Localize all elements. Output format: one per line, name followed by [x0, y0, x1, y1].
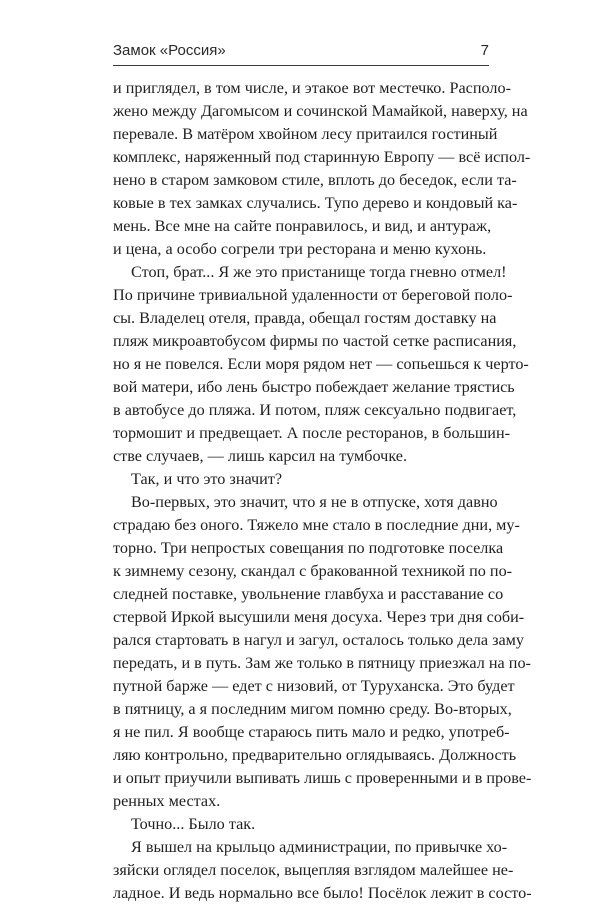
text-line: Стоп, брат... Я же это пристанище тогда гневно отмел!: [131, 263, 507, 281]
text-line: нено в старом замковом стиле, вплоть до беседок, если та-: [113, 171, 517, 189]
text-line: сы. Владелец отеля, правда, обещал гостям доставку на: [113, 309, 497, 327]
text-line: ковые в тех замках случались. Тупо дерево и кондовый ка-: [113, 194, 518, 212]
text-line: Во-первых, это значит, что я не в отпуске, хотя давно: [131, 493, 498, 511]
text-line: следней поставке, увольнение главбуха и расставание со: [113, 585, 504, 603]
text-line: ляю контрольно, предварительно оглядываясь. Должность: [113, 746, 517, 764]
text-line: пляж микроавтобусом фирмы по частой сетке расписания,: [113, 332, 517, 350]
running-title: Замок «Россия»: [113, 42, 226, 59]
text-line: Я вышел на крыльцо администрации, по привычке хо-: [131, 838, 508, 856]
header-rule: [113, 65, 489, 66]
page-body-text: [113, 77, 532, 905]
text-line: я не пил. Я вообще стараюсь пить мало и редко, употреб-: [113, 723, 510, 741]
text-line: По причине тривиальной удаленности от береговой поло-: [113, 286, 513, 304]
text-line: но я не повелся. Если моря рядом нет — сопьешься к черто-: [113, 355, 529, 373]
text-line: перевале. В матёром хвойном лесу притаился гостиный: [113, 125, 498, 143]
text-line: стервой Иркой высушили меня досуха. Через три дня соби-: [113, 608, 525, 626]
text-line: передать, и в путь. Зам же только в пятницу приезжал на по-: [113, 654, 531, 672]
text-line: и цена, а особо согрели три ресторана и меню кухонь.: [113, 240, 487, 258]
text-line: жено между Дагомысом и сочинской Мамайкой, наверху, на: [113, 102, 528, 120]
text-line: тормошит и предвещает. А после ресторанов, в большин-: [113, 424, 511, 442]
text-line: Точно... Было так.: [131, 815, 256, 833]
text-line: стве случаев, — лишь карсил на тумбочке.: [113, 447, 408, 465]
text-line: зяйски оглядел поселок, выцепляя взглядом малейшее не-: [113, 861, 514, 879]
text-line: путной барже — едет с низовий, от Туруханска. Это будет: [113, 677, 515, 695]
text-line: и опыт приучили выпивать лишь с проверенными и в прове-: [113, 769, 532, 787]
page-number: 7: [480, 42, 489, 59]
text-line: вой матери, ибо лень быстро побеждает желание трястись: [113, 378, 515, 396]
text-line: ладное. И ведь нормально все было! Посёлок лежит в состо-: [113, 884, 532, 902]
text-line: мень. Все мне на сайте понравилось, и вид, и антураж,: [113, 217, 492, 235]
text-line: Так, и что это значит?: [131, 470, 283, 488]
text-line: в автобусе до пляжа. И потом, пляж сексуально подвигает,: [113, 401, 517, 419]
text-line: торно. Три непростых совещания по подготовке поселка: [113, 539, 504, 557]
text-line: рался стартовать в нагул и загул, осталось только дела заму: [113, 631, 525, 649]
text-line: и приглядел, в том числе, и этакое вот местечко. Располо-: [113, 79, 511, 97]
text-line: комплекс, наряженный под старинную Европу — всё испол-: [113, 148, 531, 166]
text-line: страдаю без оного. Тяжело мне стало в последние дни, му-: [113, 516, 520, 534]
running-header: [113, 42, 489, 59]
text-line: к зимнему сезону, скандал с бракованной техникой по по-: [113, 562, 513, 580]
text-line: в пятницу, а я последним мигом помню среду. Во-вторых,: [113, 700, 512, 718]
text-line: ренных местах.: [113, 792, 221, 810]
